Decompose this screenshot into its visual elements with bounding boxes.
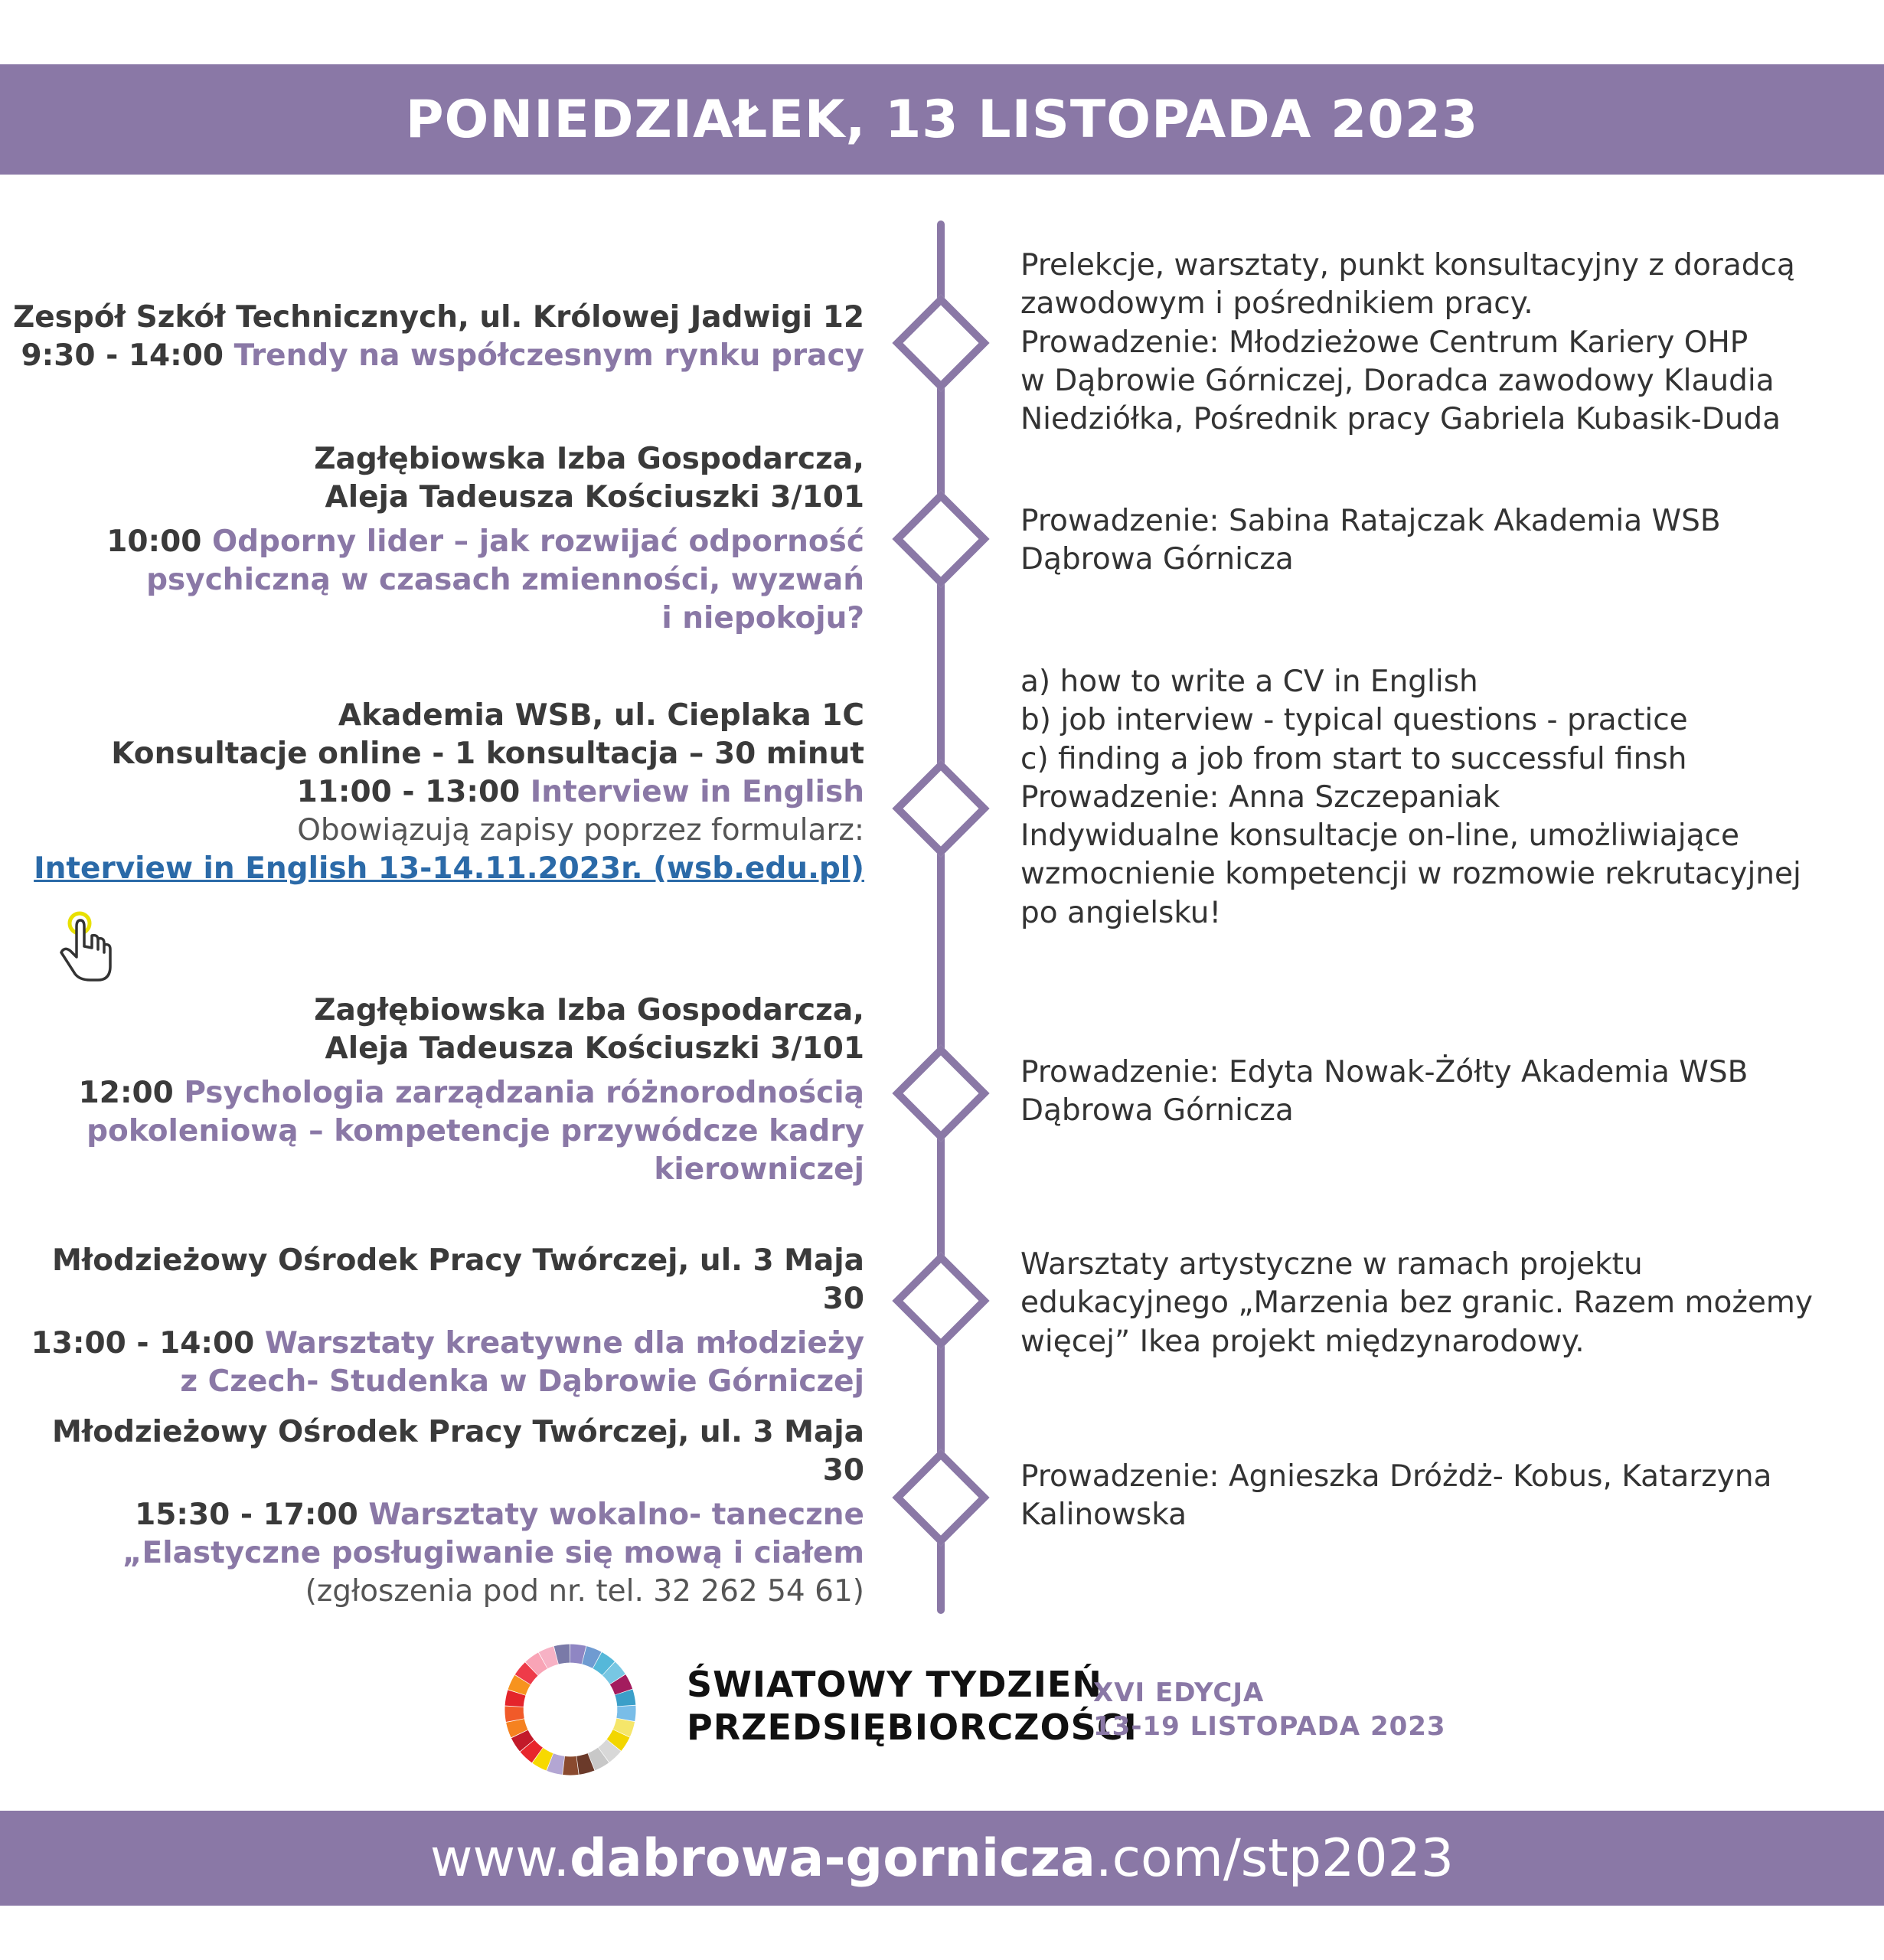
event-venue: Konsultacje online - 1 konsultacja – 30 minut	[111, 736, 864, 771]
hand-pointer-icon	[49, 910, 118, 986]
event-time-title: 9:30 - 14:00 Trendy na współczesnym rynku pracy	[21, 338, 864, 373]
event-3-left	[7, 697, 864, 888]
event-venue: Zagłębiowska Izba Gospodarcza,	[314, 993, 864, 1027]
footer-band	[0, 1811, 1884, 1906]
registration-note: Obowiązują zapisy poprzez formularz:	[297, 812, 864, 848]
event-venue: Zespół Szkół Technicznych, ul. Królowej Jadwigi 12	[12, 300, 864, 335]
timeline-diamond	[892, 1449, 989, 1546]
event-venue: Zagłębiowska Izba Gospodarcza,	[314, 442, 864, 476]
event-time-title: 10:00 Odporny lider – jak rozwijać odporność	[106, 524, 864, 559]
event-1-left	[7, 299, 864, 375]
event-4-left: Zagłębiowska Izba Gospodarcza, Aleja Tadeusza Kościuszki 3/101 12:00 Psychologia zarządzania różnorodnością pokoleniową – kompetencje przywódcze kadry kierowniczej	[7, 991, 864, 1189]
timeline-line	[937, 220, 945, 1614]
timeline-diamond	[892, 1252, 989, 1349]
event-3-description: a) how to write a CV in English b) job interview - typical questions - practice c) finding a job from start to successful finsh Prowadzenie: Anna Szczepaniak Indywidualne konsultacje on-line, umożliwiające wzmocnienie kompetencji w rozmowie rekrutacyjnej po angielsku!	[1020, 665, 1801, 930]
registration-link[interactable]: Interview in English 13-14.11.2023r. (wsb.edu.pl)	[34, 851, 864, 886]
timeline-diamond	[892, 1044, 989, 1142]
logo-ring-segment	[616, 1706, 635, 1722]
timeline-diamond	[892, 760, 989, 857]
event-venue: Młodzieżowy Ośrodek Pracy Twórczej, ul. 3 Maja 30	[51, 1243, 864, 1316]
event-time-title: 11:00 - 13:00 Interview in English	[296, 774, 864, 809]
event-2-left: Zagłębiowska Izba Gospodarcza, Aleja Tadeusza Kościuszki 3/101 10:00 Odporny lider – jak rozwijać odporność psychiczną w czasach zmienności, wyzwań i niepokoju?	[7, 440, 864, 638]
phone-note: (zgłoszenia pod nr. tel. 32 262 54 61)	[305, 1573, 864, 1609]
event-5-description: Warsztaty artystyczne w ramach projektu edukacyjnego „Marzenia bez granic. Razem możemy więcej” Ikea projekt międzynarodowy.	[1020, 1247, 1813, 1359]
footer-url[interactable]: www.dabrowa-gornicza.com/stp2023	[429, 1828, 1455, 1889]
logo-ring-icon	[499, 1638, 642, 1781]
event-venue: Aleja Tadeusza Kościuszki 3/101	[325, 1031, 864, 1066]
event-time-title: 13:00 - 14:00 Warsztaty kreatywne dla młodzieży	[31, 1325, 864, 1361]
event-venue: Akademia WSB, ul. Cieplaka 1C	[338, 698, 864, 733]
event-4-description: Prowadzenie: Edyta Nowak-Żółty Akademia WSB Dąbrowa Górnicza	[1020, 1055, 1748, 1129]
event-6-left: Młodzieżowy Ośrodek Pracy Twórczej, ul. 3 Maja 30 15:30 - 17:00 Warsztaty wokalno- taneczne „Elastyczne posługiwanie się mową i ciałem (zgłoszenia pod nr. tel. 32 262 54 61)	[7, 1413, 864, 1611]
logo-text: ŚWIATOWY TYDZIEŃ PRZEDSIĘBIORCZOŚCI	[687, 1664, 1138, 1749]
event-2-description: Prowadzenie: Sabina Ratajczak Akademia WSB Dąbrowa Górnicza	[1020, 504, 1721, 577]
timeline-diamond	[892, 294, 989, 391]
event-5-left: Młodzieżowy Ośrodek Pracy Twórczej, ul. 3 Maja 30 13:00 - 14:00 Warsztaty kreatywne dla młodzieży z Czech- Studenka w Dąbrowie Górniczej	[7, 1242, 864, 1401]
event-1-description: Prelekcje, warsztaty, punkt konsultacyjny z doradcą zawodowym i pośrednikiem pracy. Prowadzenie: Młodzieżowe Centrum Kariery OHP w Dąbrowie Górniczej, Doradca zawodowy Klaudia Niedziółka, Pośrednik pracy Gabriela Kubasik-Duda	[1020, 248, 1795, 437]
header-band	[0, 64, 1884, 175]
logo-ring-segment	[563, 1756, 579, 1775]
event-time-title: 12:00 Psychologia zarządzania różnorodnością	[78, 1075, 864, 1110]
event-venue: Aleja Tadeusza Kościuszki 3/101	[325, 479, 864, 514]
logo-edition: XVI EDYCJA 13-19 LISTOPADA 2023	[1093, 1677, 1446, 1742]
event-time-title: 15:30 - 17:00 Warsztaty wokalno- taneczne	[135, 1497, 864, 1532]
timeline-diamond	[892, 490, 989, 587]
event-venue: Młodzieżowy Ośrodek Pracy Twórczej, ul. 3 Maja 30	[51, 1415, 864, 1488]
page-title: PONIEDZIAŁEK, 13 LISTOPADA 2023	[405, 89, 1479, 150]
event-6-description: Prowadzenie: Agnieszka Dróżdż- Kobus, Katarzyna Kalinowska	[1020, 1459, 1772, 1533]
